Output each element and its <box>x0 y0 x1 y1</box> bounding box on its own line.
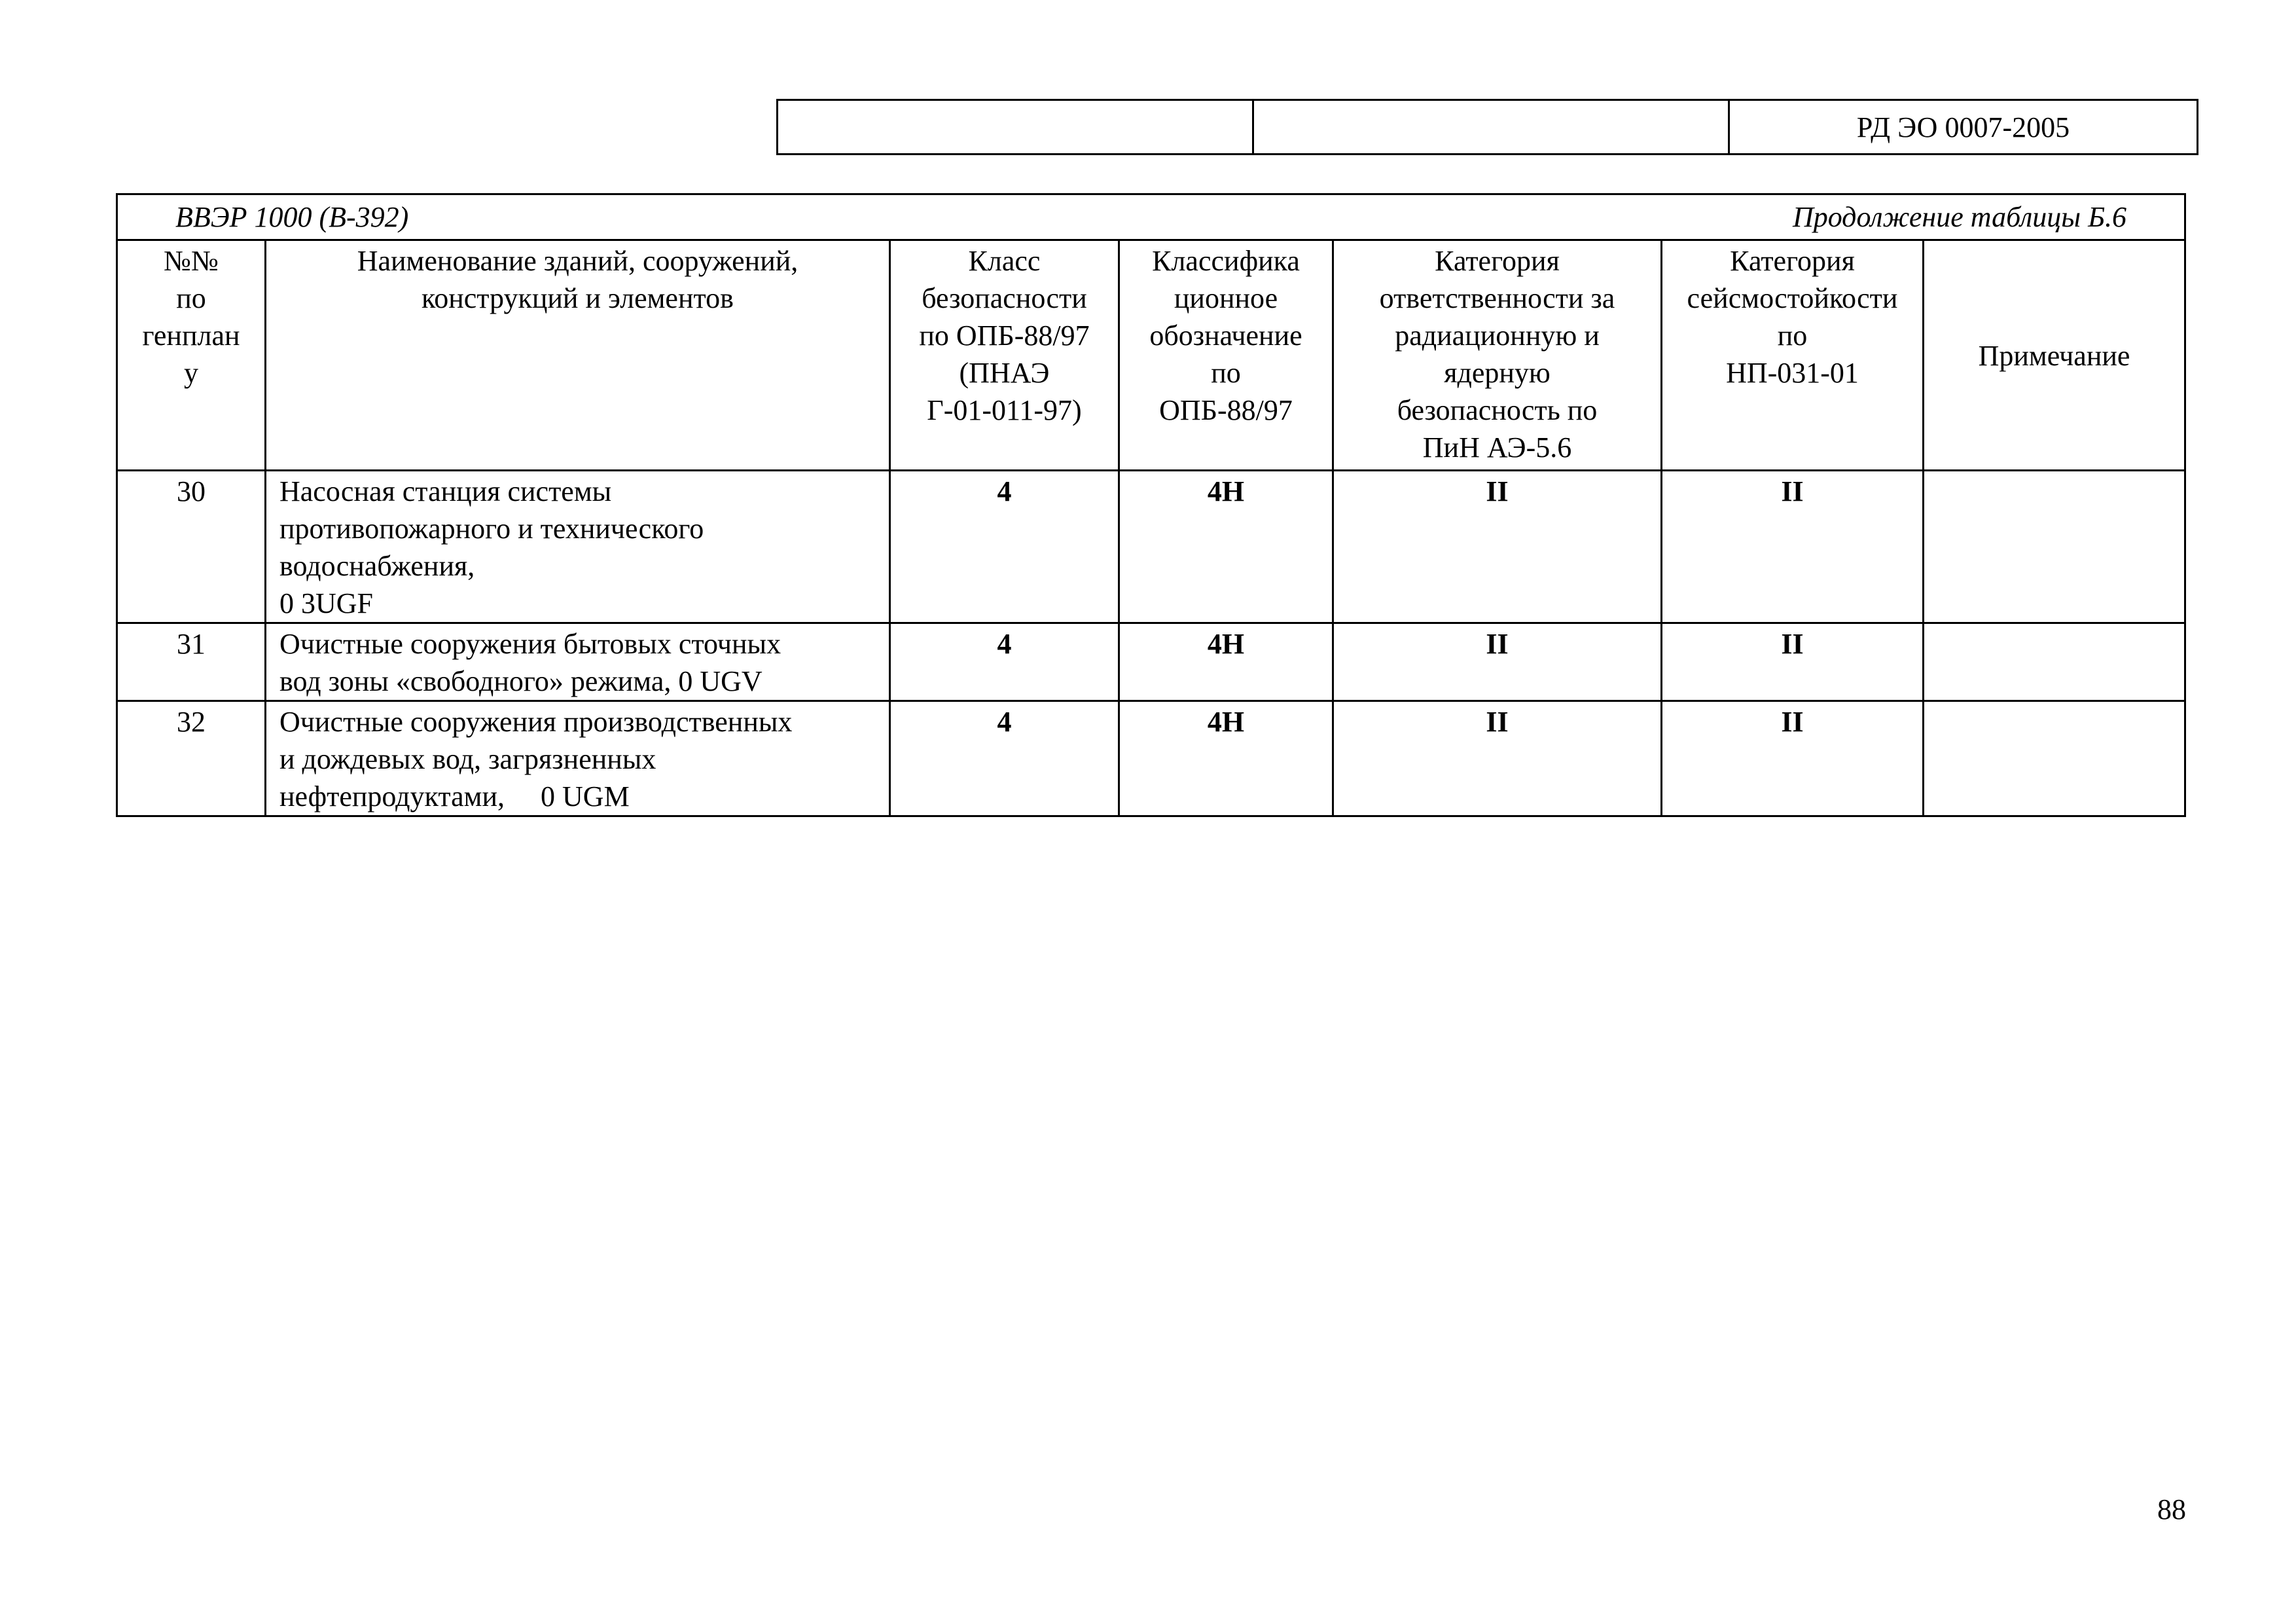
table-caption-row <box>117 194 2185 240</box>
row-note <box>1924 471 2185 623</box>
cell-line: генплан <box>142 319 240 352</box>
page-number: 88 <box>2157 1493 2186 1525</box>
header-seismic-category <box>1662 240 1924 471</box>
cell-line: НП-031-01 <box>1726 357 1859 389</box>
classification-table <box>116 193 2186 817</box>
cell-line: Очистные сооружения бытовых сточных <box>279 628 781 660</box>
cell-line: конструкций и элементов <box>422 282 734 314</box>
cell-line: Категория <box>1730 245 1855 277</box>
cell-line: ответственности за <box>1379 282 1615 314</box>
cell-line: Класс <box>968 245 1041 277</box>
cell-line: нефтепродуктами, 0 UGM <box>279 780 630 812</box>
cell-line: (ПНАЭ <box>959 357 1050 389</box>
reactor-type-caption: ВВЭР 1000 (В-392) <box>175 201 409 233</box>
stamp-cell-2 <box>1253 100 1729 155</box>
table-continuation-caption: Продолжение таблицы Б.6 <box>1792 201 2127 233</box>
row-number: 30 <box>117 471 266 623</box>
header-safety-class <box>890 240 1119 471</box>
header-classification <box>1119 240 1333 471</box>
stamp-cell-1 <box>778 100 1253 155</box>
cell-line: ционное <box>1174 282 1278 314</box>
cell-line: у <box>184 357 198 389</box>
row-classification: 4Н <box>1119 471 1333 623</box>
table-header-row <box>117 240 2185 471</box>
cell-line: Примечание <box>1978 340 2130 372</box>
row-note <box>1924 701 2185 816</box>
row-seismic: II <box>1662 471 1924 623</box>
cell-line: Очистные сооружения производственных <box>279 706 793 738</box>
header-responsibility-category <box>1333 240 1662 471</box>
row-seismic: II <box>1662 623 1924 701</box>
cell-line: безопасность по <box>1397 394 1598 426</box>
table-row <box>117 623 2185 701</box>
header-note <box>1924 240 2185 471</box>
row-responsibility: II <box>1333 701 1662 816</box>
cell-line: и дождевых вод, загрязненных <box>279 743 656 775</box>
row-name <box>266 623 890 701</box>
table-row <box>117 471 2185 623</box>
row-name <box>266 701 890 816</box>
row-number: 32 <box>117 701 266 816</box>
row-name <box>266 471 890 623</box>
row-seismic: II <box>1662 701 1924 816</box>
cell-line: Насосная станция системы <box>279 475 612 507</box>
row-responsibility: II <box>1333 471 1662 623</box>
cell-line: вод зоны «свободного» режима, 0 UGV <box>279 665 762 697</box>
row-safety-class: 4 <box>890 623 1119 701</box>
row-note <box>1924 623 2185 701</box>
cell-line: противопожарного и технического <box>279 513 704 545</box>
cell-line: ПиН АЭ-5.6 <box>1422 431 1572 464</box>
cell-line: Классифика <box>1152 245 1300 277</box>
cell-line: по <box>176 282 206 314</box>
stamp-row <box>778 100 2198 155</box>
cell-line: по ОПБ-88/97 <box>919 319 1090 352</box>
cell-line: Г-01-011-97) <box>927 394 1082 426</box>
row-classification: 4Н <box>1119 623 1333 701</box>
cell-line: Наименование зданий, сооружений, <box>357 245 798 277</box>
table-row <box>117 701 2185 816</box>
cell-line: №№ <box>164 245 219 277</box>
document-code: РД ЭО 0007-2005 <box>1729 100 2198 155</box>
cell-line: обозначение <box>1149 319 1302 352</box>
cell-line: Категория <box>1435 245 1560 277</box>
row-responsibility: II <box>1333 623 1662 701</box>
header-building-name <box>266 240 890 471</box>
cell-line: сейсмостойкости <box>1687 282 1898 314</box>
cell-line: по <box>1211 357 1241 389</box>
cell-line: ОПБ-88/97 <box>1159 394 1293 426</box>
cell-line: водоснабжения, <box>279 550 475 582</box>
document-stamp-table <box>776 99 2198 155</box>
row-safety-class: 4 <box>890 701 1119 816</box>
header-plan-number <box>117 240 266 471</box>
table-caption-cell <box>117 194 2185 240</box>
cell-line: 0 3UGF <box>279 587 374 619</box>
cell-line: радиационную и <box>1395 319 1600 352</box>
cell-line: по <box>1777 319 1808 352</box>
row-classification: 4Н <box>1119 701 1333 816</box>
cell-line: ядерную <box>1444 357 1551 389</box>
row-number: 31 <box>117 623 266 701</box>
row-safety-class: 4 <box>890 471 1119 623</box>
cell-line: безопасности <box>922 282 1087 314</box>
